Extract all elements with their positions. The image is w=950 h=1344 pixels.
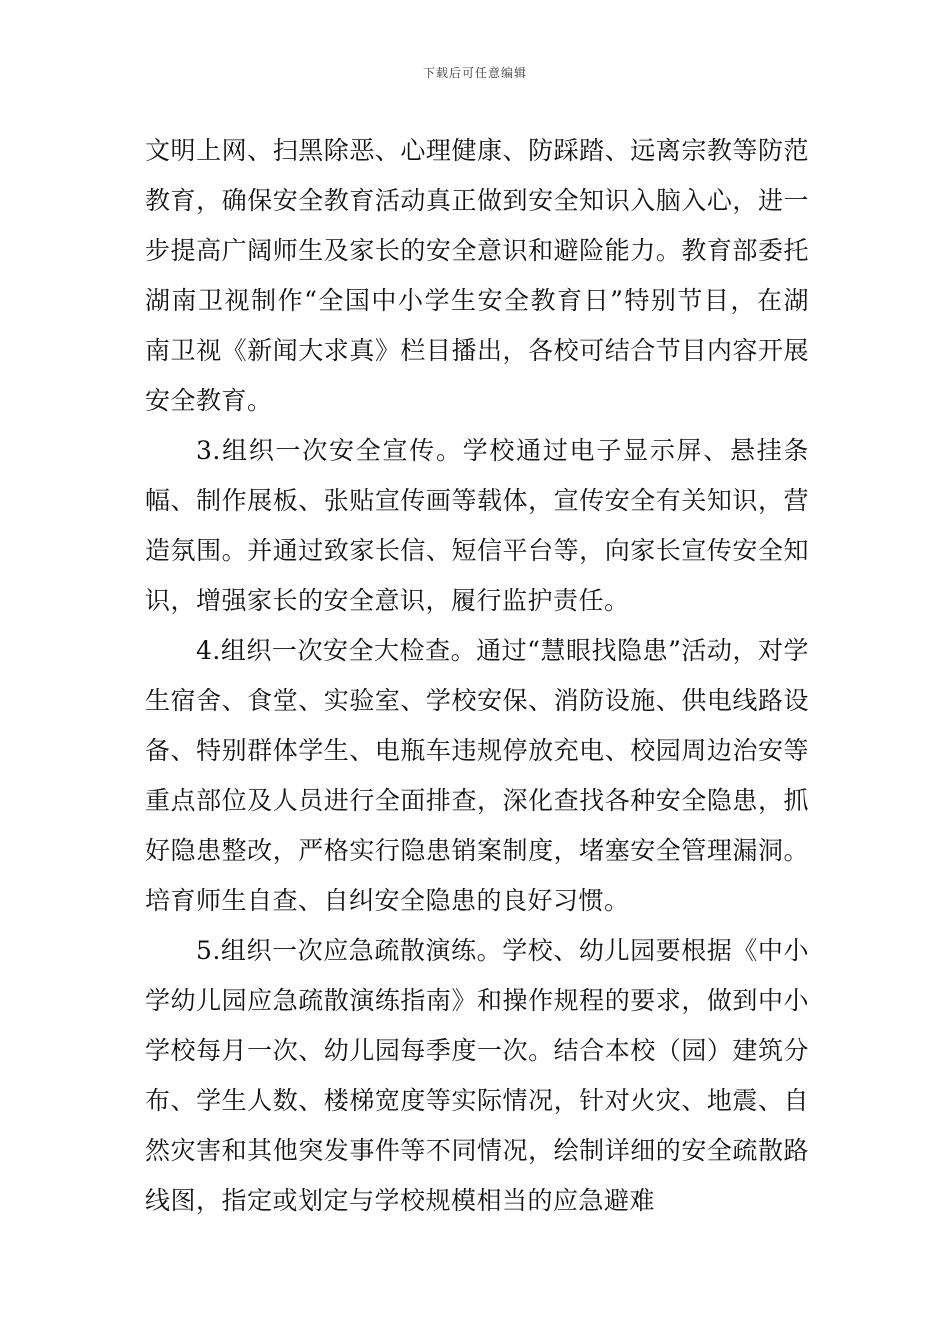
- paragraph-continuation: 文明上网、扫黑除恶、心理健康、防踩踏、远离宗教等防范教育，确保安全教育活动真正做到安全知识入脑入心，进一步提高广阔师生及家长的安全意识和避险能力。教育部委托湖南卫视制作“全国中小学生安全教育日”特别节目，在湖南卫视《新闻大求真》栏目播出，各校可结合节目内容开展安全教育。: [145, 136, 809, 415]
- paragraph-item-5: 5.组织一次应急疏散演练。学校、幼儿园要根据《中小学幼儿园应急疏散演练指南》和操作规程的要求，做到中小学校每月一次、幼儿园每季度一次。结合本校（园）建筑分布、学生人数、楼梯宽度等实际情况，针对火灾、地震、自然灾害和其他突发事件等不同情况，绘制详细的安全疏散路线图，指定或划定与学校规模相当的应急避难: [145, 936, 809, 1215]
- page-header: 下载后可任意编辑: [422, 66, 527, 80]
- document-body: [145, 126, 809, 1226]
- paragraph-item-3: 3.组织一次安全宣传。学校通过电子显示屏、悬挂条幅、制作展板、张贴宣传画等载体，宣传安全有关知识，营造氛围。并通过致家长信、短信平台等，向家长宣传安全知识，增强家长的安全意识，履行监护责任。: [145, 436, 809, 615]
- paragraph-item-4: 4.组织一次安全大检查。通过“慧眼找隐患”活动，对学生宿舍、食堂、实验室、学校安保、消防设施、供电线路设备、特别群体学生、电瓶车违规停放充电、校园周边治安等重点部位及人员进行全面排查，深化查找各种安全隐患，抓好隐患整改，严格实行隐患销案制度，堵塞安全管理漏洞。培育师生自查、自纠安全隐患的良好习惯。: [145, 636, 809, 915]
